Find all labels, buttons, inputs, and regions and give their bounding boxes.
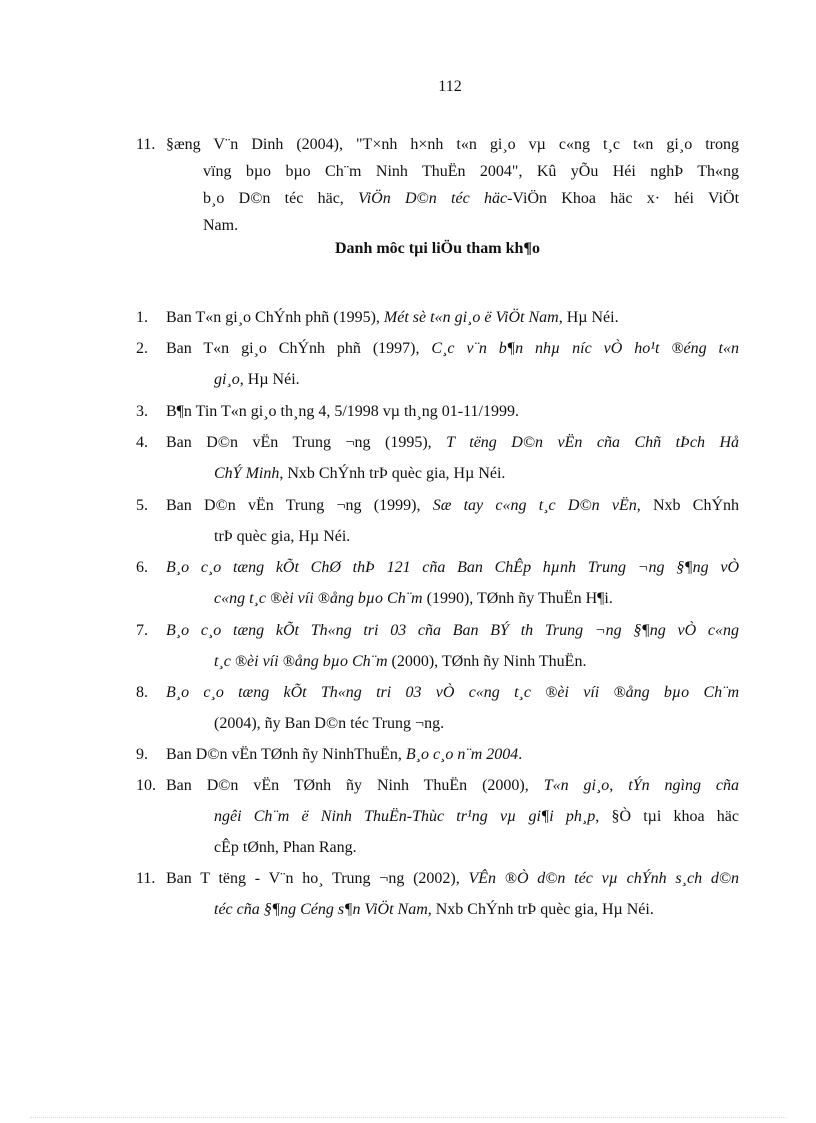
reference-text: Ban T«n gi¸o ChÝnh phñ (1997), C¸c v¨n b¶n nhµ níc vÒ ho¹t ®éng t«n bbox=[166, 340, 739, 357]
reference-item bbox=[136, 615, 739, 677]
reference-text: Ban D©n vËn Trung ¬ng (1999), Sæ tay c«ng t¸c D©n vËn, Nxb ChÝnh bbox=[166, 497, 739, 514]
reference-item bbox=[136, 396, 739, 427]
reference-text: Ban D©n vËn TØnh ñy Ninh ThuËn (2000), T«n gi¸o, tÝn ngìng cña bbox=[166, 777, 740, 794]
reference-number: 11. bbox=[136, 870, 156, 887]
reference-text: ChÝ Minh, Nxb ChÝnh trÞ quèc gia, Hµ Néi. bbox=[214, 465, 506, 482]
reference-number: 2. bbox=[136, 340, 148, 357]
entry-number: 11. bbox=[136, 136, 156, 153]
reference-number: 4. bbox=[136, 434, 148, 451]
reference-text: cÊp tØnh, Phan Rang. bbox=[214, 839, 357, 856]
reference-number: 6. bbox=[136, 559, 148, 576]
reference-item bbox=[136, 739, 739, 770]
reference-item bbox=[136, 302, 739, 333]
reference-text: ngêi Ch¨m ë Ninh ThuËn-Thùc tr¹ng vµ gi¶i ph¸p, §Ò tµi khoa häc bbox=[214, 808, 739, 825]
reference-text: c«ng t¸c ®èi víi ®ång bµo Ch¨m (1990), TØnh ñy ThuËn H¶i. bbox=[214, 590, 613, 607]
reference-text: gi¸o, Hµ Néi. bbox=[214, 371, 300, 388]
section-heading: Danh môc tµi liÖu tham kh¶o bbox=[335, 240, 540, 257]
reference-number: 3. bbox=[136, 403, 148, 420]
reference-item bbox=[136, 770, 739, 863]
reference-text: Ban T«n gi¸o ChÝnh phñ (1995), Mét sè t«n gi¸o ë ViÖt Nam, Hµ Néi. bbox=[166, 309, 619, 326]
reference-number: 9. bbox=[136, 746, 148, 763]
reference-number: 10. bbox=[136, 777, 156, 794]
entry-line: Nam. bbox=[203, 217, 239, 234]
reference-text: trÞ quèc gia, Hµ Néi. bbox=[214, 528, 351, 545]
reference-text: Ban T tëng - V¨n ho¸ Trung ¬ng (2002), VÊn ®Ò d©n téc vµ chÝnh s¸ch d©n bbox=[166, 870, 739, 887]
reference-text: B¸o c¸o tæng kÕt Th«ng tri 03 cña Ban BÝ th Trung ¬ng §¶ng vÒ c«ng bbox=[166, 622, 739, 639]
reference-number: 5. bbox=[136, 497, 148, 514]
reference-item bbox=[136, 333, 739, 395]
reference-number: 7. bbox=[136, 622, 148, 639]
reference-item bbox=[136, 863, 739, 925]
reference-text: Ban D©n vËn Trung ¬ng (1995), T tëng D©n vËn cña Chñ tÞch Hå bbox=[166, 434, 740, 451]
reference-text: (2004), ñy Ban D©n téc Trung ¬ng. bbox=[214, 715, 445, 732]
reference-item bbox=[136, 552, 739, 614]
reference-number: 8. bbox=[136, 684, 148, 701]
reference-item bbox=[136, 490, 739, 552]
reference-text: t¸c ®èi víi ®ång bµo Ch¨m (2000), TØnh ñy Ninh ThuËn. bbox=[214, 653, 587, 670]
entry-line: §æng V¨n Dinh (2004), "T×nh h×nh t«n gi¸o vµ c«ng t¸c t«n gi¸o trong bbox=[166, 136, 739, 153]
page-bottom-divider bbox=[30, 1117, 786, 1118]
entry-line: b¸o D©n téc häc, ViÖn D©n téc häc-ViÖn Khoa häc x· héi ViÖt bbox=[203, 190, 740, 207]
reference-number: 1. bbox=[136, 309, 148, 326]
reference-item bbox=[136, 427, 739, 489]
top-reference-entry bbox=[136, 131, 739, 239]
reference-item bbox=[136, 677, 739, 739]
reference-text: B¸o c¸o tæng kÕt ChØ thÞ 121 cña Ban ChÊp hµnh Trung ¬ng §¶ng vÒ bbox=[166, 559, 739, 576]
entry-line: vïng bµo bµo Ch¨m Ninh ThuËn 2004", Kû yÕu Héi nghÞ Th«ng bbox=[203, 163, 739, 180]
reference-text: Ban D©n vËn TØnh ñy NinhThuËn, B¸o c¸o n¨m 2004. bbox=[166, 746, 523, 763]
reference-text: B¸o c¸o tæng kÕt Th«ng tri 03 vÒ c«ng t¸c ®èi víi ®ång bµo Ch¨m bbox=[166, 684, 739, 701]
reference-text: B¶n Tin T«n gi¸o th¸ng 4, 5/1998 vµ th¸ng 01-11/1999. bbox=[166, 403, 519, 420]
reference-text: téc cña §¶ng Céng s¶n ViÖt Nam, Nxb ChÝnh trÞ quèc gia, Hµ Néi. bbox=[214, 901, 654, 918]
page-number: 112 bbox=[438, 78, 462, 95]
